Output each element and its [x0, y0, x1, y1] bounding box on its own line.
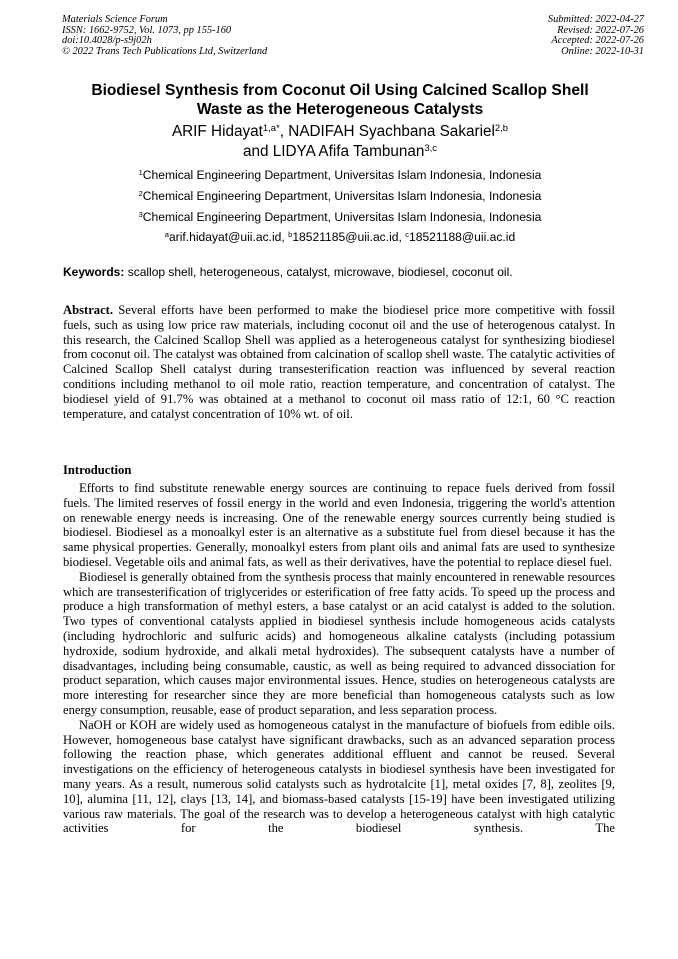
introduction-paragraph-3: NaOH or KOH are widely used as homogeneous catalyst in the manufacture of biofuels from edible oils. However, homogeneous base catalyst have significant drawbacks, such as an advanced separation process following the reaction phase, which generates additional effluent and cannot be reused. Several investigations on the efficiency of heterogeneous catalysts in biodiesel synthesis have been investigated for many years. As a result, numerous solid catalysts such as hydrotalcite [1], metal oxides [7, 8], zeolites [9, 10], alumina [11, 12], clays [13, 14], and biomass-based catalysts [15-19] have been investigated utilizing various raw materials. The goal of the research was to develop a heterogeneous catalyst with high catalytic activities for the biodiesel synthesis. The [63, 717, 615, 836]
introduction-paragraph-2: Biodiesel is generally obtained from the synthesis process that mainly encountered in renewable resources which are transesterification of triglycerides or esterification of free fatty acids. To speed up the process and produce a high transformation of methyl esters, a base catalyst or an acid catalyst is added to the solution. Two types of conventional catalysts applied in biodiesel synthesis include homogeneous acids catalysts (including hydrochloric and sulfuric acids) and homogeneous alkaline catalysts (including potassium hydroxide, sodium hydroxide, and alkali metal hydroxides). The subsequent catalysts have a number of disadvantages, including being consumable, caustic, as well as being required to advanced dissociation for product separation, which causes major environmental issues. Hence, studies on heterogeneous catalysts are more interesting for researcher since they are more beneficial than homogeneous catalysts such as low energy consumption, reusable, ease of product separation, and less separation process. [63, 569, 615, 717]
publication-dates-header [548, 15, 644, 57]
author-name: LIDYA Afifa Tambunan [272, 142, 425, 160]
date-accepted: Accepted: 2022-07-26 [551, 35, 644, 47]
author-affiliation-marker: 3,c [424, 142, 438, 154]
abstract-text: Several efforts have been performed to make the biodiesel price more competitive with fossil fuels, such as using low price raw materials, including coconut oil and the use of heterogenous catalyst. In this research, the Calcined Scallop Shell was applied as a heterogeneous catalyst for synthesizing biodiesel from coconut oil. The catalyst was obtained from calcination of scallop shell waste. The catalytic activities of Calcined Scallop Shell catalyst during transesterification reaction was influenced by several reaction conditions including methanol to oil mole ratio, reaction temperature, and concentration of catalyst. The biodiesel yield of 91.7% was obtained at a methanol to coconut oil mass ratio of 12:1, 60 °C reaction temperature, and catalyst concentration of 10% wt. of oil. [63, 303, 615, 421]
author-line-1 [40, 122, 640, 142]
author-separator: , [279, 123, 289, 140]
affiliation-item [40, 165, 640, 186]
affiliation-text: Chemical Engineering Department, Universitas Islam Indonesia, Indonesia [142, 168, 542, 182]
journal-info-header [62, 15, 267, 57]
email-separator: , [398, 230, 406, 245]
abstract-section [63, 303, 615, 421]
abstract-label: Abstract. [63, 303, 114, 317]
journal-copyright: © 2022 Trans Tech Publications Ltd, Switzerland [62, 45, 268, 57]
affiliation-number: 2 [138, 188, 143, 198]
keywords-label: Keywords: [63, 265, 125, 279]
email-marker: b [288, 230, 293, 240]
keywords-section [63, 265, 623, 280]
date-revised: Revised: 2022-07-26 [557, 24, 644, 36]
author-name: NADIFAH Syachbana Sakariel [288, 123, 495, 140]
author-conjunction: and [242, 142, 273, 160]
email-link[interactable]: arif.hidayat@uii.ac.id [168, 230, 282, 245]
affiliation-number: 3 [138, 209, 143, 219]
email-link[interactable]: 18521188@uii.ac.id [409, 230, 516, 245]
affiliations [40, 165, 640, 248]
author-name: ARIF Hidayat [171, 123, 263, 140]
affiliation-text: Chemical Engineering Department, Universitas Islam Indonesia, Indonesia [142, 209, 542, 224]
introduction-paragraph-1: Efforts to find substitute renewable energy sources are continuing to repace fuels derived from fossil fuels. The limited reserves of fossil energy in the world and even Indonesia, triggering the world's attention on renewable energy needs is increasing. One of the renewable energy sources currently being studied is biodiesel. Biodiesel as a monoalkyl ester is an alternative as a substitute fuel from diesel because it has the same physical properties. Generally, monoalkyl esters from plant oils and animal fats are used to synthesize biodiesel. Vegetable oils and animal fats, as well as their derivatives, have the potential to replace diesel fuel. [63, 481, 615, 569]
affiliation-text: Chemical Engineering Department, Universitas Islam Indonesia, Indonesia [142, 188, 542, 203]
journal-name: Materials Science Forum [62, 14, 168, 25]
affiliation-item [40, 207, 640, 228]
author-line-2 [40, 142, 640, 162]
author-list [40, 122, 640, 161]
introduction-body [63, 481, 615, 836]
author-affiliation-marker: 2,b [494, 122, 509, 134]
paper-title-line-2: Waste as the Heterogeneous Catalysts [196, 100, 484, 118]
author-emails [40, 227, 640, 248]
paper-title-line-1: Biodiesel Synthesis from Coconut Oil Using Calcined Scallop Shell [91, 82, 589, 99]
affiliation-number: 1 [138, 167, 143, 177]
email-marker: a [164, 230, 169, 240]
email-separator: , [281, 230, 289, 245]
date-online: Online: 2022-10-31 [561, 45, 644, 57]
keywords-text: scallop shell, heterogeneous, catalyst, microwave, biodiesel, coconut oil. [124, 265, 513, 279]
journal-doi: doi:10.4028/p-s9j02h [62, 35, 152, 47]
email-marker: c [405, 230, 409, 240]
journal-issn-volume: ISSN: 1662-9752, Vol. 1073, pp 155-160 [62, 24, 232, 36]
affiliation-item [40, 186, 640, 207]
date-submitted: Submitted: 2022-04-27 [547, 14, 644, 25]
author-affiliation-marker: 1,a* [262, 122, 280, 134]
email-link[interactable]: 18521185@uii.ac.id [292, 230, 399, 245]
section-heading-introduction: Introduction [63, 463, 132, 477]
paper-title [40, 82, 640, 119]
